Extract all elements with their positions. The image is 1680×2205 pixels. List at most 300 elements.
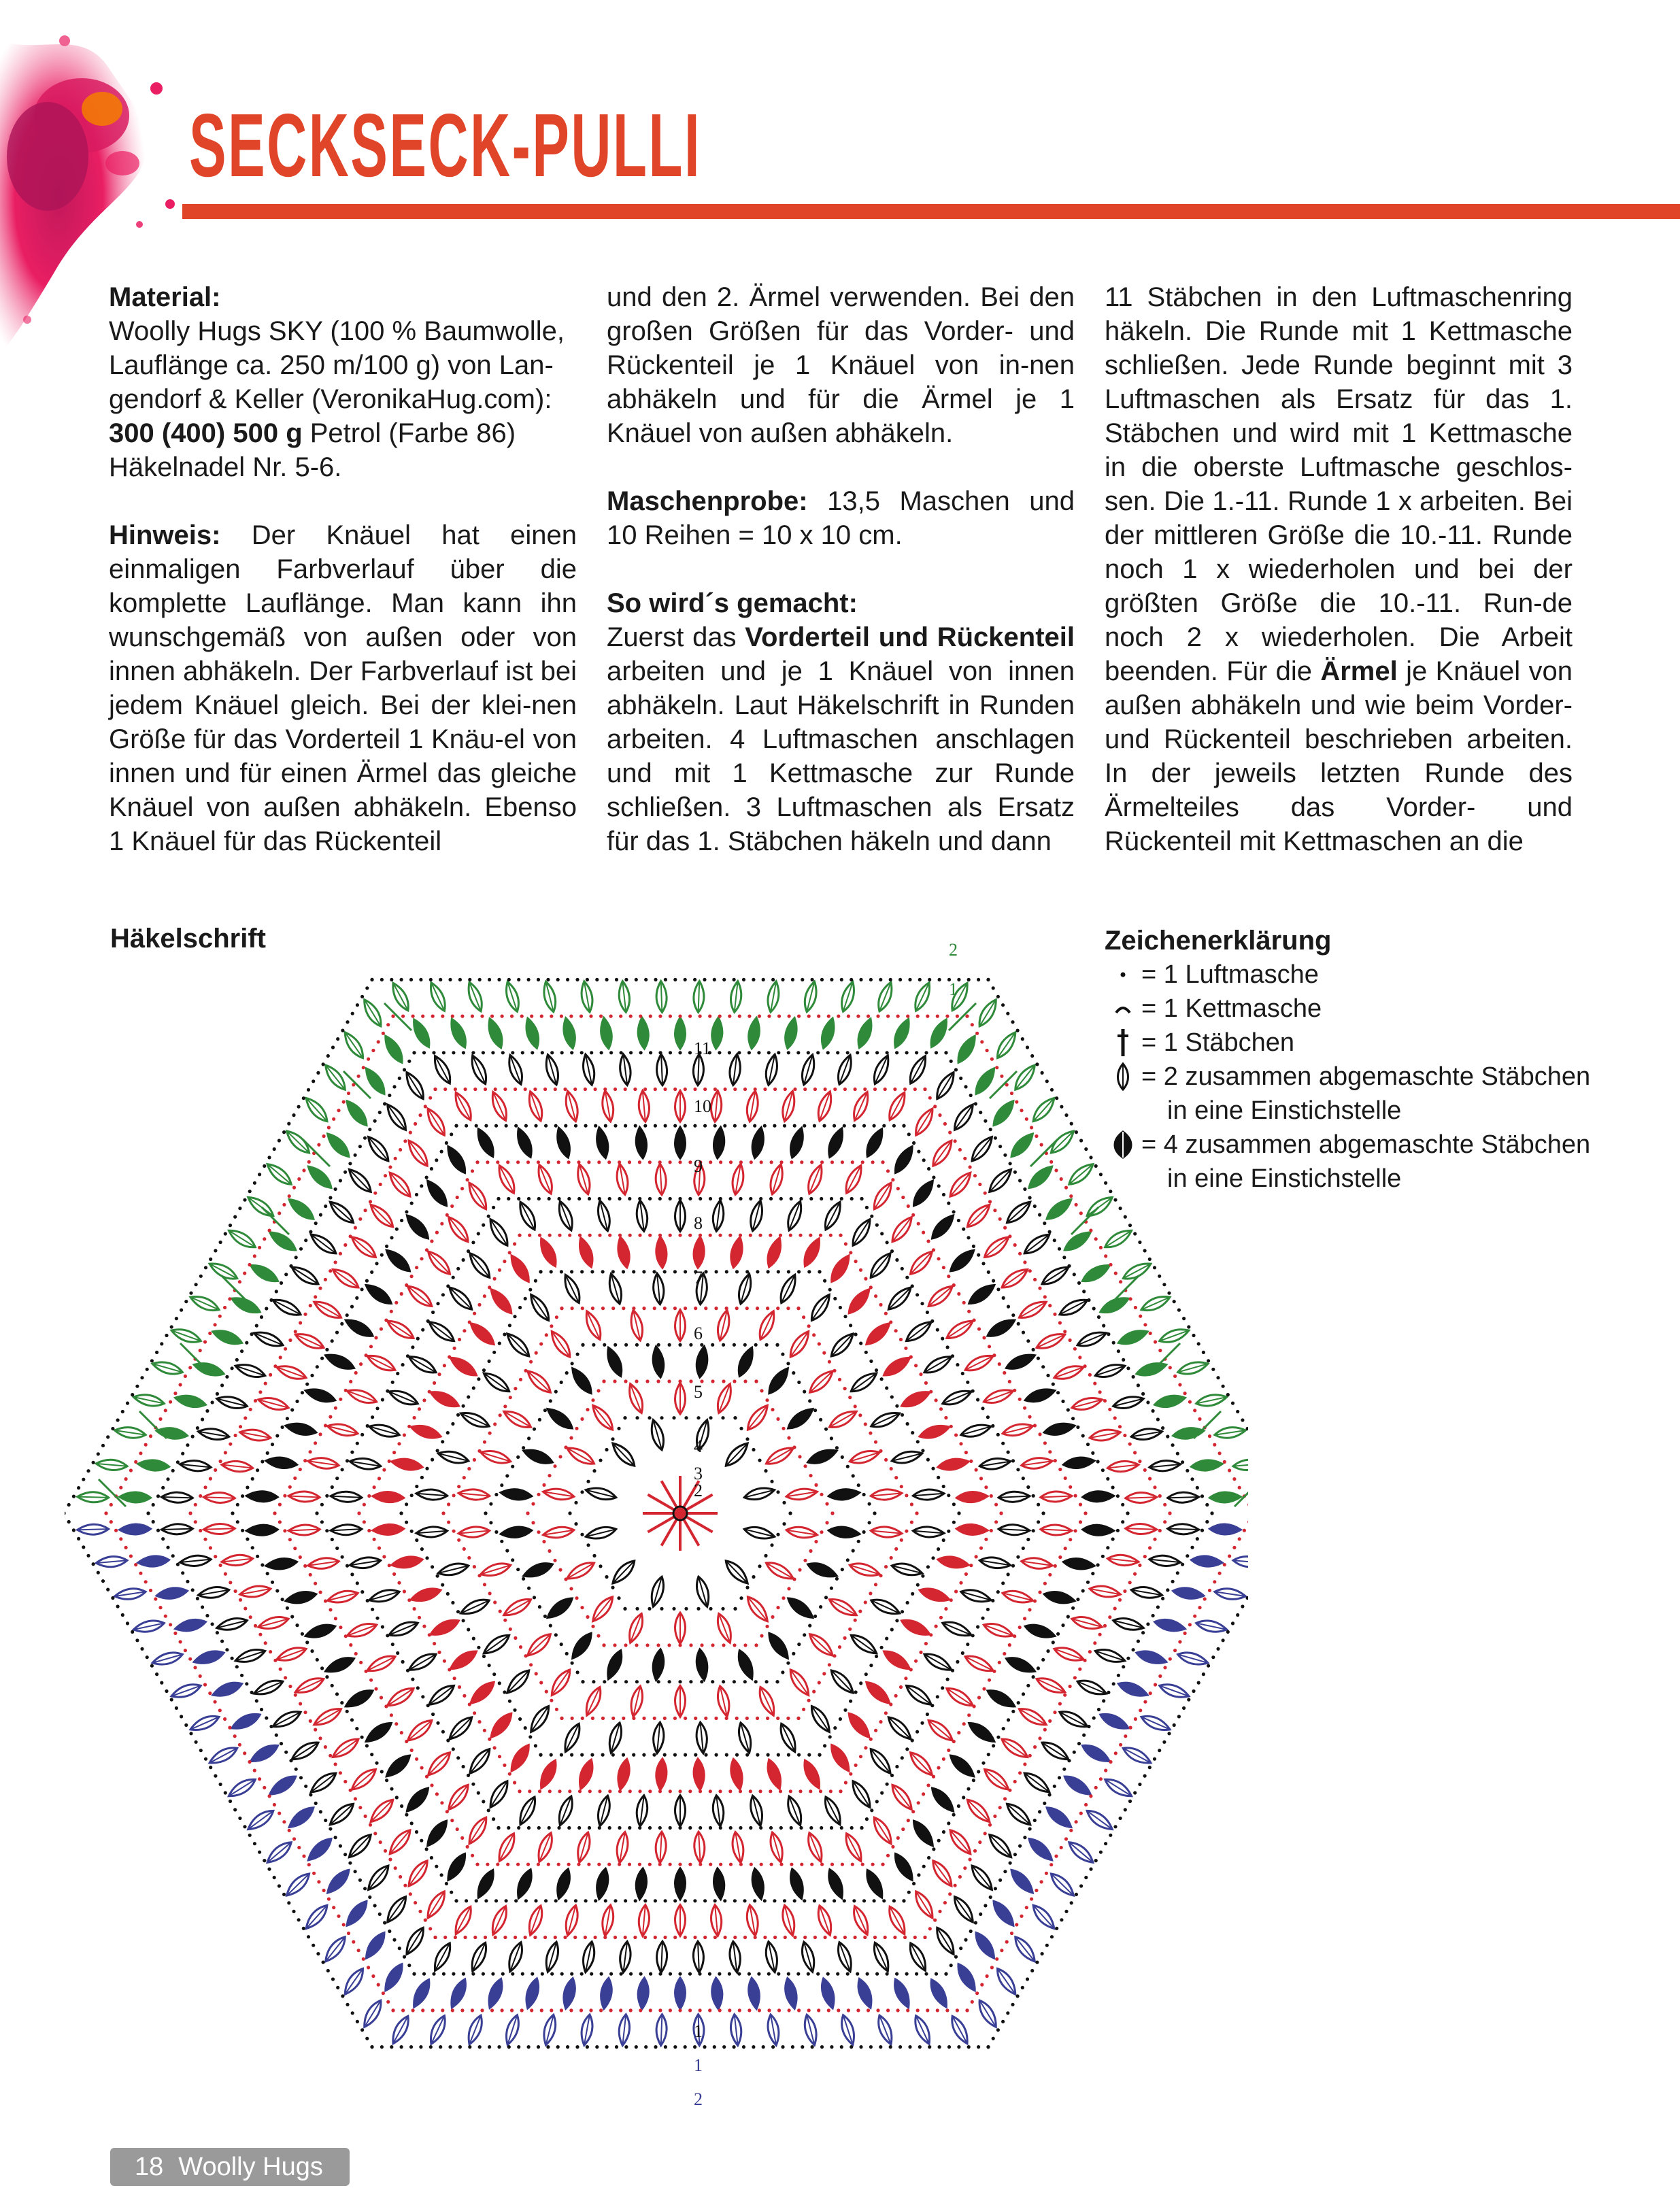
stitch-mark: [743, 1485, 775, 1502]
chain-dot: [760, 1863, 763, 1866]
chain-dot: [555, 1315, 558, 1319]
chain-dot: [797, 1015, 801, 1018]
chain-dot: [1124, 1734, 1127, 1738]
chain-dot: [769, 1197, 773, 1200]
chain-dot: [859, 1268, 862, 1272]
chain-dot: [292, 1910, 295, 1913]
stitch-mark: [248, 1261, 280, 1285]
chain-dot: [947, 1749, 950, 1752]
chain-dot: [986, 1049, 989, 1052]
chain-dot: [1143, 1249, 1147, 1252]
chain-dot: [605, 978, 609, 981]
chain-dot: [403, 1589, 406, 1593]
chain-dot: [1026, 1538, 1030, 1541]
chain-dot: [632, 1717, 635, 1720]
chain-dot: [1162, 1283, 1166, 1286]
chain-dot: [1043, 1441, 1047, 1445]
stitch-mark: [675, 1978, 686, 2009]
chain-dot: [743, 1936, 747, 1939]
stitch-mark: [446, 1284, 475, 1313]
chain-dot: [281, 1598, 284, 1601]
chain-dot: [964, 1572, 968, 1576]
chain-dot: [803, 1124, 806, 1128]
chain-dot: [384, 1319, 388, 1322]
chain-dot: [156, 1529, 160, 1532]
chain-dot: [895, 1051, 898, 1054]
chain-dot: [952, 1813, 956, 1817]
stitch-mark: [651, 1649, 665, 1681]
stitch-mark: [409, 1585, 442, 1604]
chain-dot: [1126, 1511, 1129, 1515]
chain-dot: [243, 1606, 247, 1610]
chain-dot: [919, 1373, 922, 1376]
chain-dot: [611, 1586, 614, 1589]
chain-dot: [598, 1826, 601, 1830]
stitch-mark: [941, 1618, 973, 1640]
chain-dot: [962, 1301, 966, 1305]
chain-dot: [350, 1718, 354, 1721]
chain-dot: [718, 1789, 722, 1793]
chain-dot: [554, 1899, 558, 1902]
stitch-mark: [1071, 1614, 1103, 1632]
page-number: 18: [135, 2153, 164, 2181]
stitch-mark: [870, 1940, 892, 1973]
chain-dot: [992, 1353, 996, 1357]
chain-dot: [282, 1893, 286, 1896]
chain-dot: [819, 1418, 822, 1421]
stitch-mark: [221, 1553, 253, 1567]
chain-dot: [889, 1320, 892, 1324]
chain-dot: [155, 1672, 158, 1676]
chain-dot: [984, 1832, 987, 1835]
chain-dot: [283, 1494, 286, 1498]
chain-dot: [1154, 1683, 1157, 1686]
stitch-mark: [785, 1594, 816, 1621]
chain-dot: [531, 1502, 535, 1506]
chain-dot: [538, 1418, 541, 1421]
chain-dot: [1028, 1415, 1031, 1419]
chain-dot: [743, 1379, 747, 1383]
stitch-mark: [304, 1385, 337, 1405]
chain-dot: [365, 2037, 369, 2040]
chain-dot: [833, 1899, 836, 1902]
stitch-mark: [365, 1134, 392, 1164]
chain-dot: [334, 1617, 337, 1620]
chain-dot: [708, 1015, 711, 1018]
chain-dot: [129, 1468, 133, 1472]
chain-dot: [218, 1315, 222, 1318]
text-pre: 11 Stäbchen in den Luftmaschenring häkeln. Die Runde mit 1 Kettmasche schließen. Jede Runde beginnt mit 3 Luftmaschen als Ersatz für das 1. Stäbchen und wird mit 1 Kettmasche in die oberste Luftmasche geschlos-sen. Die 1.-11. Runde 1 x arbeiten. Bei der mittleren Größe die 10.-11. Runde noch 1 x wiederholen und bei der größten Größe die 10.-11. Run-de noch 2 x wiederholen. Die Arbeit beenden. Für die: [1105, 282, 1573, 686]
chain-dot: [1089, 1156, 1092, 1159]
stitch-mark: [903, 1681, 935, 1709]
chain-dot: [699, 1789, 702, 1793]
chain-dot: [777, 1015, 781, 1018]
stitch-mark: [779, 1090, 797, 1122]
chain-dot: [477, 1646, 480, 1649]
chain-dot: [733, 1343, 736, 1347]
chain-dot: [250, 1691, 254, 1694]
stitch-mark: [343, 1316, 375, 1341]
chain-dot: [721, 1607, 724, 1611]
chain-dot: [796, 1717, 800, 1720]
chain-dot: [492, 1206, 495, 1209]
stitch-mark: [541, 2013, 558, 2046]
stitch-mark: [1043, 1804, 1074, 1832]
chain-dot: [173, 1632, 177, 1635]
chain-dot: [684, 978, 687, 981]
chain-dot: [435, 1231, 439, 1234]
chain-dot: [1137, 1383, 1140, 1387]
stitch-mark: [1172, 1586, 1205, 1601]
chain-dot: [902, 1124, 905, 1128]
start-arrow: [262, 1207, 289, 1234]
chain-dot: [384, 1849, 387, 1853]
chain-dot: [658, 1160, 662, 1164]
chain-dot: [947, 1821, 950, 1825]
stitch-mark: [1121, 1260, 1154, 1283]
stitch-mark: [151, 1649, 184, 1668]
chain-dot: [114, 1529, 118, 1532]
chain-dot: [944, 1972, 947, 1976]
chain-dot: [944, 1607, 947, 1611]
chain-dot: [750, 1160, 753, 1164]
chain-dot: [1011, 2003, 1014, 2006]
stitch-mark: [372, 1491, 404, 1503]
chain-dot: [638, 1789, 641, 1793]
chain-dot: [1055, 1927, 1058, 1930]
chain-dot: [528, 1735, 532, 1738]
stitch-mark: [788, 1868, 807, 1900]
stitch-mark: [1030, 1094, 1058, 1124]
chain-dot: [448, 1356, 451, 1359]
chain-dot: [756, 1307, 759, 1310]
chain-dot: [426, 1319, 430, 1323]
chain-dot: [580, 1606, 584, 1609]
stitch-mark: [1039, 1738, 1071, 1764]
text-column-3: [1105, 280, 1573, 858]
chain-dot: [359, 1661, 363, 1664]
chain-dot: [803, 1464, 807, 1468]
chain-dot: [812, 1690, 816, 1694]
chain-dot: [1018, 1845, 1022, 1848]
chain-dot: [1103, 1399, 1107, 1402]
stitch-mark: [806, 1560, 839, 1581]
chain-dot: [405, 1740, 408, 1743]
hint-text: Der Knäuel hat einen einmaligen Farbverlauf über die komplette Lauflänge. Man kann ihn wunschgemäß von außen oder von innen abhäkeln. Der Farbverlauf ist bei jedem Knäuel gleich. Bei der klei-nen Größe für das Vorderteil 1 Knäu-el von innen und für einen Ärmel das gleiche Knäuel von außen abhäkeln. Ebenso 1 Knäuel für das Rückenteil: [109, 520, 577, 856]
chain-dot: [737, 1972, 741, 1976]
chain-dot: [335, 1331, 339, 1334]
stitch-mark: [211, 1327, 243, 1348]
stitch-mark: [863, 1319, 893, 1348]
stitch-mark: [1130, 1426, 1163, 1441]
chain-dot: [1152, 1409, 1155, 1413]
chain-dot: [643, 1124, 647, 1128]
chain-dot: [998, 1362, 1001, 1366]
stitch-mark: [526, 1090, 546, 1122]
chain-dot: [990, 1529, 993, 1532]
chain-dot: [879, 978, 882, 981]
chain-dot: [442, 1972, 446, 1976]
chain-dot: [239, 1425, 242, 1428]
chain-dot: [894, 1476, 898, 1479]
chain-dot: [754, 1343, 758, 1347]
chain-dot: [406, 1354, 409, 1358]
chain-dot: [528, 1789, 531, 1793]
chain-dot: [684, 1416, 688, 1419]
chain-dot: [733, 1607, 737, 1611]
chain-dot: [979, 1111, 982, 1114]
chain-dot: [450, 1132, 453, 1136]
chain-dot: [1099, 1851, 1103, 1854]
chain-dot: [344, 1634, 348, 1638]
stitch-mark: [466, 1746, 494, 1777]
stitch-mark: [535, 1163, 556, 1196]
stitch-mark: [827, 1253, 853, 1285]
chain-dot: [563, 1936, 567, 1939]
chain-dot: [954, 1139, 957, 1143]
chain-dot: [1109, 1834, 1112, 1837]
chain-dot: [913, 1936, 917, 1939]
chain-dot: [986, 1608, 990, 1611]
stitch-mark: [575, 1163, 593, 1196]
chain-dot: [520, 1015, 524, 1018]
chain-dot: [962, 1796, 965, 1799]
chain-dot: [906, 1015, 909, 1018]
stitch-mark: [1135, 1360, 1168, 1379]
chain-dot: [488, 978, 491, 981]
chain-dot: [901, 1756, 904, 1760]
chain-dot: [1213, 1580, 1216, 1583]
chain-dot: [967, 1713, 971, 1717]
chain-dot: [590, 1972, 593, 1976]
stitch-mark: [694, 1345, 709, 1378]
chain-dot: [180, 1309, 183, 1312]
chain-dot: [292, 1113, 295, 1117]
chain-dot: [966, 1643, 969, 1646]
chain-dot: [494, 1088, 497, 1091]
chain-dot: [430, 1167, 433, 1171]
stitch-mark: [197, 1426, 230, 1441]
stitch-mark: [569, 1630, 595, 1662]
chain-dot: [787, 1436, 790, 1440]
chain-dot: [534, 1279, 537, 1283]
chain-dot: [1188, 1623, 1192, 1626]
chain-dot: [437, 1651, 441, 1654]
chain-dot: [92, 1562, 95, 1566]
chain-dot: [480, 1015, 484, 1018]
chain-dot: [984, 1485, 988, 1489]
stitch-mark: [161, 1492, 192, 1502]
stitch-mark: [993, 1966, 1020, 1997]
chain-dot: [545, 1333, 548, 1336]
chain-dot: [1033, 1424, 1037, 1427]
chain-dot: [906, 1601, 909, 1604]
stitch-mark: [838, 980, 857, 1013]
chain-dot: [165, 1334, 168, 1337]
chain-dot: [482, 1972, 485, 1976]
chain-dot: [980, 1040, 984, 1043]
chain-dot: [790, 1197, 793, 1200]
stitch-mark: [343, 1098, 371, 1128]
chain-dot: [378, 1111, 382, 1114]
stitch-mark: [1024, 1621, 1056, 1641]
stitch-mark: [998, 1491, 1030, 1502]
chain-dot: [892, 1899, 896, 1902]
stitch-mark: [584, 1485, 617, 1502]
chain-dot: [569, 1587, 573, 1590]
chain-dot: [924, 1381, 928, 1385]
chain-dot: [468, 1702, 471, 1706]
stitch-mark: [728, 1054, 742, 1086]
chain-dot: [820, 1197, 823, 1200]
chain-dot: [282, 1820, 286, 1823]
chain-dot: [1101, 1468, 1105, 1472]
chain-dot: [365, 1279, 369, 1283]
chain-dot: [765, 1625, 769, 1628]
chain-dot: [482, 1368, 486, 1372]
chain-dot: [817, 1015, 820, 1018]
chain-dot: [599, 1015, 603, 1018]
chain-dot: [410, 1275, 414, 1278]
stitch-mark: [381, 1033, 406, 1065]
stitch-mark: [267, 1228, 299, 1254]
chain-dot: [678, 1680, 682, 1683]
chain-dot: [537, 1530, 540, 1534]
chain-dot: [976, 1398, 979, 1401]
chain-dot: [186, 1443, 189, 1447]
chain-dot: [959, 1947, 962, 1950]
chain-dot: [928, 1927, 932, 1930]
chain-dot: [643, 1088, 647, 1091]
chain-dot: [424, 1105, 427, 1108]
chain-dot: [124, 1477, 128, 1481]
chain-dot: [874, 1729, 877, 1732]
chain-dot: [1167, 1292, 1171, 1295]
stitch-mark: [343, 1898, 371, 1929]
chain-dot: [994, 1503, 998, 1507]
stitch-mark: [1043, 1589, 1075, 1606]
chain-dot: [733, 1899, 737, 1902]
chain-dot: [576, 1353, 579, 1356]
chain-dot: [764, 1554, 767, 1558]
chain-dot: [1033, 1278, 1037, 1281]
chain-dot: [922, 1158, 926, 1162]
chain-dot: [457, 1485, 460, 1488]
chain-dot: [798, 1455, 801, 1458]
chain-dot: [594, 1088, 597, 1091]
stitch-mark: [1035, 1674, 1067, 1697]
chain-dot: [770, 1863, 773, 1866]
stitch-mark: [888, 1214, 915, 1245]
chain-dot: [334, 1407, 337, 1410]
chain-dot: [786, 1307, 790, 1310]
chain-dot: [1223, 1563, 1226, 1566]
stitch-mark: [854, 1977, 875, 2010]
chain-dot: [386, 1390, 389, 1393]
chain-dot: [246, 1485, 249, 1489]
chain-dot: [840, 1826, 843, 1830]
chain-dot: [1009, 1162, 1012, 1165]
chain-dot: [618, 1863, 621, 1866]
chain-dot: [1118, 1425, 1122, 1428]
chain-dot: [468, 1320, 471, 1324]
chain-dot: [824, 1088, 827, 1091]
chain-dot: [441, 1440, 444, 1443]
chain-dot: [373, 1904, 377, 1907]
chain-dot: [719, 1160, 722, 1164]
chain-dot: [860, 1197, 863, 1200]
chain-dot: [923, 1088, 926, 1091]
chain-dot: [884, 1088, 887, 1091]
chain-dot: [952, 1210, 956, 1213]
chain-dot: [492, 1351, 496, 1354]
chain-dot: [1183, 1632, 1187, 1635]
chain-dot: [849, 1324, 852, 1327]
stitch-mark: [288, 1491, 320, 1502]
chain-dot: [801, 978, 804, 981]
stitch-mark: [743, 1524, 775, 1542]
chain-dot: [935, 1972, 938, 1976]
chain-dot: [948, 1131, 952, 1134]
chain-dot: [869, 1285, 873, 1289]
stitch-mark: [582, 1685, 605, 1717]
stitch-mark: [913, 1488, 945, 1500]
stitch-mark: [1130, 1585, 1163, 1600]
stitch-mark: [693, 981, 705, 1013]
stitch-mark: [271, 1708, 303, 1732]
stitch-mark: [424, 1106, 449, 1138]
chain-dot: [310, 1649, 314, 1653]
stitch-mark: [386, 1169, 414, 1200]
chain-dot: [443, 1364, 446, 1367]
chain-dot: [1075, 1820, 1078, 1823]
stitch-mark: [133, 1392, 165, 1409]
chain-dot: [1064, 1837, 1068, 1840]
chain-dot: [1003, 1652, 1006, 1655]
chain-dot: [411, 2008, 415, 2012]
chain-dot: [411, 1678, 414, 1681]
chain-dot: [799, 1826, 803, 1830]
chain-dot: [400, 1292, 403, 1296]
chain-dot: [569, 1015, 573, 1018]
chain-dot: [830, 1511, 834, 1515]
chain-dot: [935, 1625, 938, 1628]
chain-dot: [258, 1173, 261, 1176]
stitch-mark: [806, 1367, 836, 1396]
chain-dot: [1008, 1789, 1011, 1792]
chain-dot: [1064, 1547, 1067, 1550]
chain-dot: [938, 978, 941, 981]
chain-dot: [336, 1037, 339, 1041]
chain-dot: [777, 1270, 780, 1273]
chain-dot: [292, 1837, 296, 1840]
chain-dot: [539, 1753, 542, 1757]
chain-dot: [714, 1307, 718, 1310]
chain-dot: [1081, 1589, 1085, 1592]
chain-dot: [586, 978, 589, 981]
chain-dot: [1000, 1075, 1003, 1078]
stitch-mark: [308, 1230, 339, 1258]
chain-dot: [1084, 1803, 1088, 1806]
chain-dot: [817, 2008, 820, 2012]
chain-dot: [905, 1747, 909, 1751]
chain-dot: [917, 1801, 920, 1804]
chain-dot: [704, 1717, 707, 1720]
chain-dot: [224, 1451, 227, 1454]
chain-dot: [870, 1808, 873, 1812]
chain-dot: [577, 1160, 580, 1164]
chain-dot: [859, 978, 862, 981]
